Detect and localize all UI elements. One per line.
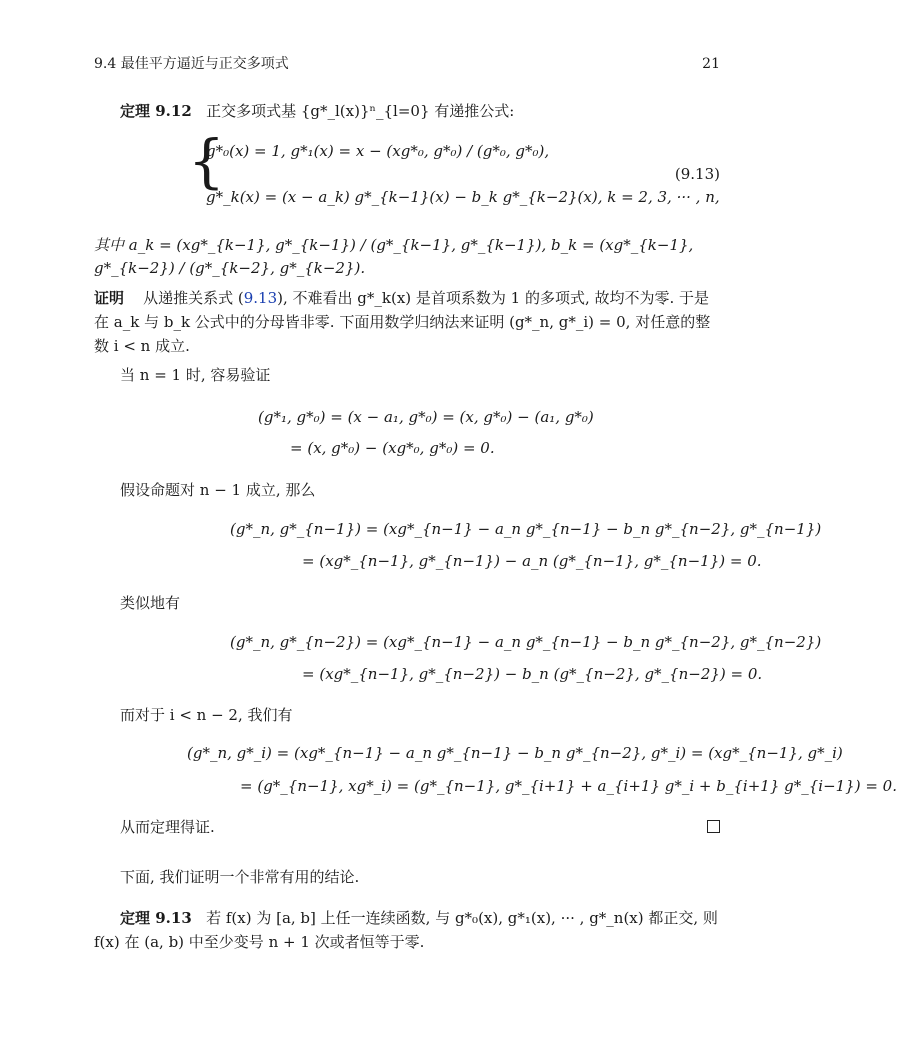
proof-conclusion: 从而定理得证.: [120, 818, 215, 836]
theorem-label: 定理 9.12: [120, 102, 192, 120]
section-title: 9.4 最佳平方逼近与正交多项式: [94, 56, 289, 72]
equation-b-line2: = (xg*_{n−1}, g*_{n−1}) − a_n (g*_{n−1}, g*_{n−1}) = 0.: [302, 552, 762, 570]
qed-symbol: [707, 820, 720, 833]
equation-reference-link[interactable]: 9.13: [243, 289, 278, 307]
equation-brace: {: [188, 127, 225, 195]
theorem-9-12: [94, 100, 720, 123]
equation-a-line2: = (x, g*₀) − (xg*₀, g*₀) = 0.: [290, 439, 495, 457]
equation-c-line2: = (xg*_{n−1}, g*_{n−2}) − b_n (g*_{n−2}, g*_{n−2}) = 0.: [302, 665, 763, 683]
equation-9-13-line1: g*₀(x) = 1, g*₁(x) = x − (xg*₀, g*₀) / (g*₀, g*₀),: [206, 142, 550, 160]
proof-paragraph-2: 当 n = 1 时, 容易验证: [120, 366, 271, 384]
proof-text-b: ), 不难看出 g*_k(x) 是首项系数为 1 的多项式, 故均不为零. 于是在 a_k 与 b_k 公式中的分母皆非零. 下面用数学归纳法来证明 (g*_n, g*_i) = 0, 对任意的整数 i < n 成立.: [94, 289, 711, 355]
proof-text-a: 从递推关系式 (: [143, 289, 244, 307]
page-number: 21: [702, 56, 720, 72]
equation-b-line1: (g*_n, g*_{n−1}) = (xg*_{n−1} − a_n g*_{n−1} − b_n g*_{n−2}, g*_{n−1}): [230, 520, 822, 538]
proof-paragraph-1: [94, 286, 720, 358]
equation-9-13-line2: g*_k(x) = (x − a_k) g*_{k−1}(x) − b_k g*_{k−2}(x), k = 2, 3, ··· , n,: [206, 188, 720, 206]
theorem-statement: 正交多项式基 {g*_l(x)}ⁿ_{l=0} 有递推公式:: [206, 102, 515, 120]
proof-label: 证明: [94, 289, 125, 307]
proof-paragraph-3: 假设命题对 n − 1 成立, 那么: [120, 481, 316, 499]
theorem-label: 定理 9.13: [120, 909, 192, 927]
proof-paragraph-4: 类似地有: [120, 594, 181, 612]
equation-number: (9.13): [674, 165, 720, 183]
equation-c-line1: (g*_n, g*_{n−2}) = (xg*_{n−1} − a_n g*_{n−1} − b_n g*_{n−2}, g*_{n−2}): [230, 633, 822, 651]
coefficient-formulas: 其中 a_k = (xg*_{k−1}, g*_{k−1}) / (g*_{k−1}, g*_{k−1}), b_k = (xg*_{k−1}, g*_{k−2}) / (g*_{k−2}, g*_{k−2}).: [94, 236, 694, 278]
running-header: [94, 54, 720, 76]
equation-d-line1: (g*_n, g*_i) = (xg*_{n−1} − a_n g*_{n−1} − b_n g*_{n−2}, g*_i) = (xg*_{n−1}, g*_i): [187, 744, 843, 762]
equation-a-line1: (g*₁, g*₀) = (x − a₁, g*₀) = (x, g*₀) − (a₁, g*₀): [258, 408, 594, 426]
proof-paragraph-5: 而对于 i < n − 2, 我们有: [120, 706, 293, 724]
theorem-9-13: [94, 906, 720, 954]
equation-d-line2: = (g*_{n−1}, xg*_i) = (g*_{n−1}, g*_{i+1} + a_{i+1} g*_i + b_{i+1} g*_{i−1}) = 0.: [240, 777, 897, 795]
remark-paragraph: 下面, 我们证明一个非常有用的结论.: [120, 868, 360, 886]
theorem-statement: 若 f(x) 为 [a, b] 上任一连续函数, 与 g*₀(x), g*₁(x), ··· , g*_n(x) 都正交, 则 f(x) 在 (a, b) 中至少变号 n + 1 次或者恒等于零.: [94, 909, 718, 951]
coefficient-definitions: [94, 234, 734, 281]
